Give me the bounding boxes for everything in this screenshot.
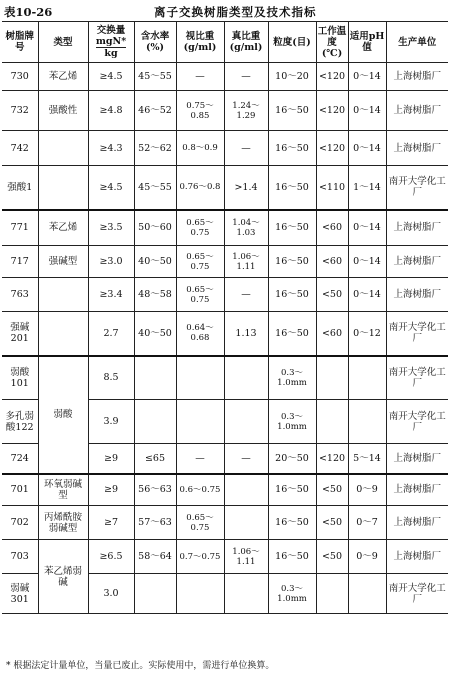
cell-water <box>134 356 176 400</box>
cell-grain-size: 0.3～1.0mm <box>268 400 316 444</box>
cell-grain-size: 16～50 <box>268 540 316 574</box>
cell-temperature: <120 <box>316 131 348 166</box>
cell-ph: 0～14 <box>348 278 386 312</box>
cell-temperature: <50 <box>316 474 348 506</box>
table-row <box>2 131 448 166</box>
cell-apparent-density <box>176 574 224 614</box>
cell-id: 701 <box>2 474 38 506</box>
cell-ph: 0～9 <box>348 540 386 574</box>
cell-grain-size: 16～50 <box>268 474 316 506</box>
cell-maker: 上海树脂厂 <box>386 91 448 131</box>
cell-grain-size: 16～50 <box>268 91 316 131</box>
cell-temperature <box>316 574 348 614</box>
cell-id: 717 <box>2 246 38 278</box>
cell-type: 苯乙烯 <box>38 210 88 246</box>
header-capacity-label: 交换量 <box>96 25 126 36</box>
cell-ph: 0～9 <box>348 474 386 506</box>
header-maker: 生产单位 <box>386 22 448 63</box>
table-row <box>2 278 448 312</box>
cell-water: 52～62 <box>134 131 176 166</box>
cell-capacity: ≥4.5 <box>88 63 134 91</box>
header-capacity <box>88 22 134 63</box>
cell-grain-size: 16～50 <box>268 278 316 312</box>
cell-temperature: <120 <box>316 63 348 91</box>
cell-water: 46～52 <box>134 91 176 131</box>
cell-true-density: 1.06～1.11 <box>224 540 268 574</box>
table-row <box>2 540 448 574</box>
cell-id: 弱酸101 <box>2 356 38 400</box>
cell-capacity: 8.5 <box>88 356 134 400</box>
table-row <box>2 210 448 246</box>
cell-ph: 0～14 <box>348 131 386 166</box>
cell-id: 724 <box>2 444 38 474</box>
cell-capacity: 2.7 <box>88 312 134 356</box>
cell-true-density: 1.13 <box>224 312 268 356</box>
cell-water: 56～63 <box>134 474 176 506</box>
cell-temperature: <50 <box>316 506 348 540</box>
cell-water: 57～63 <box>134 506 176 540</box>
cell-true-density <box>224 506 268 540</box>
cell-maker: 上海树脂厂 <box>386 444 448 474</box>
cell-type: 强碱型 <box>38 246 88 278</box>
cell-id: 763 <box>2 278 38 312</box>
cell-maker: 南开大学化工厂 <box>386 400 448 444</box>
cell-ph: 0～7 <box>348 506 386 540</box>
cell-ph: 0～14 <box>348 63 386 91</box>
cell-true-density <box>224 400 268 444</box>
cell-id: 702 <box>2 506 38 540</box>
cell-type <box>38 278 88 312</box>
cell-type: 苯乙烯弱碱 <box>38 540 88 614</box>
cell-water: ≤65 <box>134 444 176 474</box>
cell-true-density <box>224 574 268 614</box>
header-grain-size: 粒度(目) <box>268 22 316 63</box>
cell-ph: 5～14 <box>348 444 386 474</box>
cell-capacity: ≥3.4 <box>88 278 134 312</box>
cell-ph: 0～12 <box>348 312 386 356</box>
cell-id: 703 <box>2 540 38 574</box>
cell-maker: 上海树脂厂 <box>386 246 448 278</box>
table-row <box>2 312 448 356</box>
cell-id: 742 <box>2 131 38 166</box>
cell-ph <box>348 400 386 444</box>
cell-apparent-density: 0.75～0.85 <box>176 91 224 131</box>
header-type: 类型 <box>38 22 88 63</box>
footnote: * 根据法定计量单位，当量已废止。实际使用中，需进行单位换算。 <box>6 661 275 671</box>
table-row <box>2 166 448 210</box>
cell-temperature: <120 <box>316 91 348 131</box>
cell-maker: 南开大学化工厂 <box>386 356 448 400</box>
cell-true-density: 1.06～1.11 <box>224 246 268 278</box>
cell-capacity: ≥3.0 <box>88 246 134 278</box>
cell-water: 40～50 <box>134 312 176 356</box>
table-row <box>2 474 448 506</box>
cell-maker: 上海树脂厂 <box>386 63 448 91</box>
cell-apparent-density: 0.65～0.75 <box>176 278 224 312</box>
cell-temperature: <50 <box>316 278 348 312</box>
cell-water <box>134 400 176 444</box>
cell-true-density: >1.4 <box>224 166 268 210</box>
cell-maker: 南开大学化工厂 <box>386 574 448 614</box>
cell-id: 强碱201 <box>2 312 38 356</box>
cell-capacity: ≥9 <box>88 474 134 506</box>
cell-type: 强酸性 <box>38 91 88 131</box>
cell-temperature: <60 <box>316 246 348 278</box>
cell-maker: 上海树脂厂 <box>386 506 448 540</box>
cell-ph: 0～14 <box>348 210 386 246</box>
cell-maker: 上海树脂厂 <box>386 210 448 246</box>
table-row <box>2 356 448 400</box>
header-water: 含水率(%) <box>134 22 176 63</box>
cell-water: 50～60 <box>134 210 176 246</box>
header-capacity-unit-num: mgN* <box>95 36 127 47</box>
cell-ph: 0～14 <box>348 246 386 278</box>
cell-ph: 0～14 <box>348 91 386 131</box>
resin-spec-table <box>2 21 448 614</box>
cell-type <box>38 131 88 166</box>
cell-grain-size: 10～20 <box>268 63 316 91</box>
cell-type: 丙烯酰胺弱碱型 <box>38 506 88 540</box>
header-ph: 适用pH值 <box>348 22 386 63</box>
cell-capacity: ≥3.5 <box>88 210 134 246</box>
cell-temperature: <110 <box>316 166 348 210</box>
cell-maker: 南开大学化工厂 <box>386 166 448 210</box>
cell-id: 771 <box>2 210 38 246</box>
cell-ph: 1～14 <box>348 166 386 210</box>
cell-temperature <box>316 400 348 444</box>
cell-maker: 南开大学化工厂 <box>386 312 448 356</box>
header-apparent-density: 视比重(g/ml) <box>176 22 224 63</box>
cell-ph <box>348 574 386 614</box>
cell-capacity: ≥4.8 <box>88 91 134 131</box>
cell-apparent-density: 0.65～0.75 <box>176 506 224 540</box>
cell-grain-size: 16～50 <box>268 312 316 356</box>
cell-grain-size: 20～50 <box>268 444 316 474</box>
cell-water: 45～55 <box>134 166 176 210</box>
cell-apparent-density: 0.8～0.9 <box>176 131 224 166</box>
cell-temperature: <50 <box>316 540 348 574</box>
cell-grain-size: 0.3～1.0mm <box>268 356 316 400</box>
cell-true-density: — <box>224 131 268 166</box>
cell-apparent-density: 0.65～0.75 <box>176 210 224 246</box>
cell-temperature: <60 <box>316 312 348 356</box>
cell-maker: 上海树脂厂 <box>386 131 448 166</box>
cell-type: 苯乙烯 <box>38 63 88 91</box>
cell-water: 45～55 <box>134 63 176 91</box>
cell-capacity: 3.9 <box>88 400 134 444</box>
cell-apparent-density: 0.65～0.75 <box>176 246 224 278</box>
cell-capacity: ≥4.3 <box>88 131 134 166</box>
cell-water <box>134 574 176 614</box>
cell-true-density <box>224 356 268 400</box>
cell-apparent-density <box>176 400 224 444</box>
cell-type <box>38 312 88 356</box>
cell-capacity: ≥7 <box>88 506 134 540</box>
cell-grain-size: 16～50 <box>268 246 316 278</box>
cell-maker: 上海树脂厂 <box>386 474 448 506</box>
cell-grain-size: 16～50 <box>268 131 316 166</box>
header-capacity-unit <box>96 36 126 59</box>
cell-ph <box>348 356 386 400</box>
cell-temperature: <120 <box>316 444 348 474</box>
cell-capacity: 3.0 <box>88 574 134 614</box>
header-temperature: 工作温度(℃) <box>316 22 348 63</box>
cell-apparent-density: 0.76～0.8 <box>176 166 224 210</box>
cell-maker: 上海树脂厂 <box>386 540 448 574</box>
cell-temperature <box>316 356 348 400</box>
cell-true-density: — <box>224 278 268 312</box>
cell-grain-size: 16～50 <box>268 506 316 540</box>
table-row <box>2 91 448 131</box>
cell-water: 48～58 <box>134 278 176 312</box>
table-number: 表10-26 <box>4 5 53 19</box>
table-row <box>2 506 448 540</box>
cell-true-density: — <box>224 63 268 91</box>
cell-grain-size: 16～50 <box>268 210 316 246</box>
cell-apparent-density: — <box>176 444 224 474</box>
cell-apparent-density <box>176 356 224 400</box>
header-true-density: 真比重(g/ml) <box>224 22 268 63</box>
table-row <box>2 63 448 91</box>
cell-capacity: ≥9 <box>88 444 134 474</box>
cell-type <box>38 166 88 210</box>
cell-apparent-density: — <box>176 63 224 91</box>
header-capacity-unit-den: kg <box>104 48 118 59</box>
cell-true-density <box>224 474 268 506</box>
cell-id: 多孔弱酸122 <box>2 400 38 444</box>
cell-true-density: — <box>224 444 268 474</box>
table-title <box>4 4 450 20</box>
cell-id: 732 <box>2 91 38 131</box>
cell-apparent-density: 0.7～0.75 <box>176 540 224 574</box>
cell-water: 40～50 <box>134 246 176 278</box>
cell-id: 弱碱301 <box>2 574 38 614</box>
cell-grain-size: 0.3～1.0mm <box>268 574 316 614</box>
header-id: 树脂牌号 <box>2 22 38 63</box>
table-caption: 离子交换树脂类型及技术指标 <box>154 5 317 19</box>
cell-type: 环氧弱碱型 <box>38 474 88 506</box>
cell-capacity: ≥4.5 <box>88 166 134 210</box>
cell-grain-size: 16～50 <box>268 166 316 210</box>
cell-id: 730 <box>2 63 38 91</box>
cell-apparent-density: 0.6～0.75 <box>176 474 224 506</box>
cell-apparent-density: 0.64～0.68 <box>176 312 224 356</box>
cell-maker: 上海树脂厂 <box>386 278 448 312</box>
cell-temperature: <60 <box>316 210 348 246</box>
cell-true-density: 1.04～1.03 <box>224 210 268 246</box>
header-row <box>2 22 448 63</box>
cell-type: 弱酸 <box>38 356 88 474</box>
cell-true-density: 1.24～1.29 <box>224 91 268 131</box>
table-row <box>2 246 448 278</box>
cell-water: 58～64 <box>134 540 176 574</box>
cell-id: 强酸1 <box>2 166 38 210</box>
cell-capacity: ≥6.5 <box>88 540 134 574</box>
